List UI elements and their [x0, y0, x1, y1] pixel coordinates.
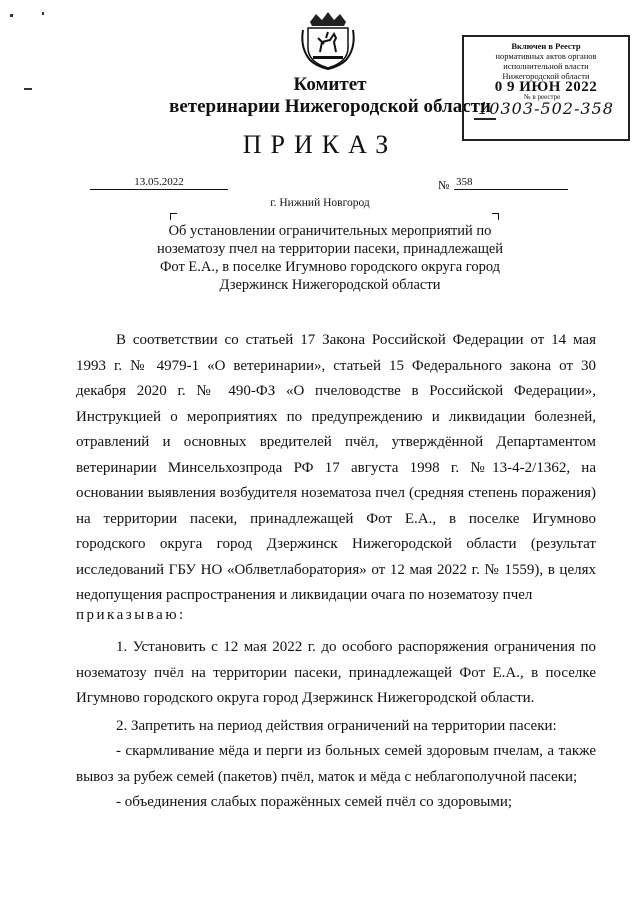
stamp-line3: исполнительной власти — [503, 61, 589, 71]
order-item-1: 1. Установить с 12 мая 2022 г. до особого распоряжения ограничения по нозематозу пчёл на территории пасеки, принадлежащей Фот Е.А., в поселке Игумново городского округа город Дзержинск Нижегородской области. — [76, 639, 596, 706]
stamp-date: 0 9 ИЮН 2022 — [494, 79, 598, 95]
registry-stamp — [462, 35, 630, 141]
stamp-line2: нормативных актов органов — [495, 51, 597, 61]
order-word: приказываю: — [76, 607, 186, 623]
organization-name-line1: Комитет — [293, 74, 367, 95]
order-subitem-1: - скармливание мёда и перги из больных семей здоровым пчелам, а также вывоз за рубеж семей (пакетов) пчёл, маток и мёда с неблагополучной пасеки; — [76, 743, 596, 785]
document-city: г. Нижний Новгород — [270, 197, 370, 209]
stamp-reg-label: № в реестре — [524, 93, 561, 101]
preamble-paragraph: В соответствии со статьей 17 Закона Российской Федерации от 14 мая 1993 г. № 4979-1 «О ветеринарии», статьей 15 Федерального закона от 30 декабря 2020 г. № 490-ФЗ «О пчеловодстве в Российской Федерации», Инструкцией о мероприятиях по предупреждению и ликвидации болезней, отравлений и основных вредителей пчёл, утверждённой Департаментом ветеринарии Минсельхозпрода РФ 17 августа 1998 г. №13-4-2/1362, на основании выявления возбудителя нозематоза пчел (средняя степень поражения) на территории пасеки, принадлежащей Фот Е.А., в поселке Игумново городского округа город Дзержинск Нижегородской области (результат исследований ГБУ НО «Облветлаборатория» от 12 мая 2022 г. № 1559), в целях недопущения распространения и ликвидации очага по нозематозу пчел — [76, 332, 596, 603]
stamp-line4: Нижегородской области — [502, 71, 590, 81]
document-date: 13.05.2022 — [90, 176, 228, 190]
stamp-line1: Включен в Реестр — [511, 41, 581, 51]
order-item-2: 2. Запретить на период действия ограничений на территории пасеки: — [116, 718, 557, 734]
document-type-heading: ПРИКАЗ — [242, 130, 398, 159]
title-bracket-right — [492, 213, 499, 220]
order-subitem-2: - объединения слабых поражённых семей пчёл со здоровыми; — [116, 794, 513, 810]
scan-speck — [10, 14, 13, 17]
scan-speck — [24, 88, 32, 90]
document-title: Об установлении ограничительных мероприятий по нозематозу пчел на территории пасеки, принадлежащей Фот Е.А., в поселке Игумново городского округа город Дзержинск Нижегородской области — [156, 223, 504, 293]
stamp-reg-number: 10303-502-358 — [478, 99, 614, 118]
organization-name-line2: ветеринарии Нижегородской области — [169, 96, 491, 117]
scan-speck — [42, 12, 44, 15]
title-bracket-left — [170, 213, 177, 220]
document-number-label: № — [438, 178, 450, 192]
coat-of-arms-emblem — [300, 8, 356, 70]
document-number: 358 — [454, 176, 568, 190]
